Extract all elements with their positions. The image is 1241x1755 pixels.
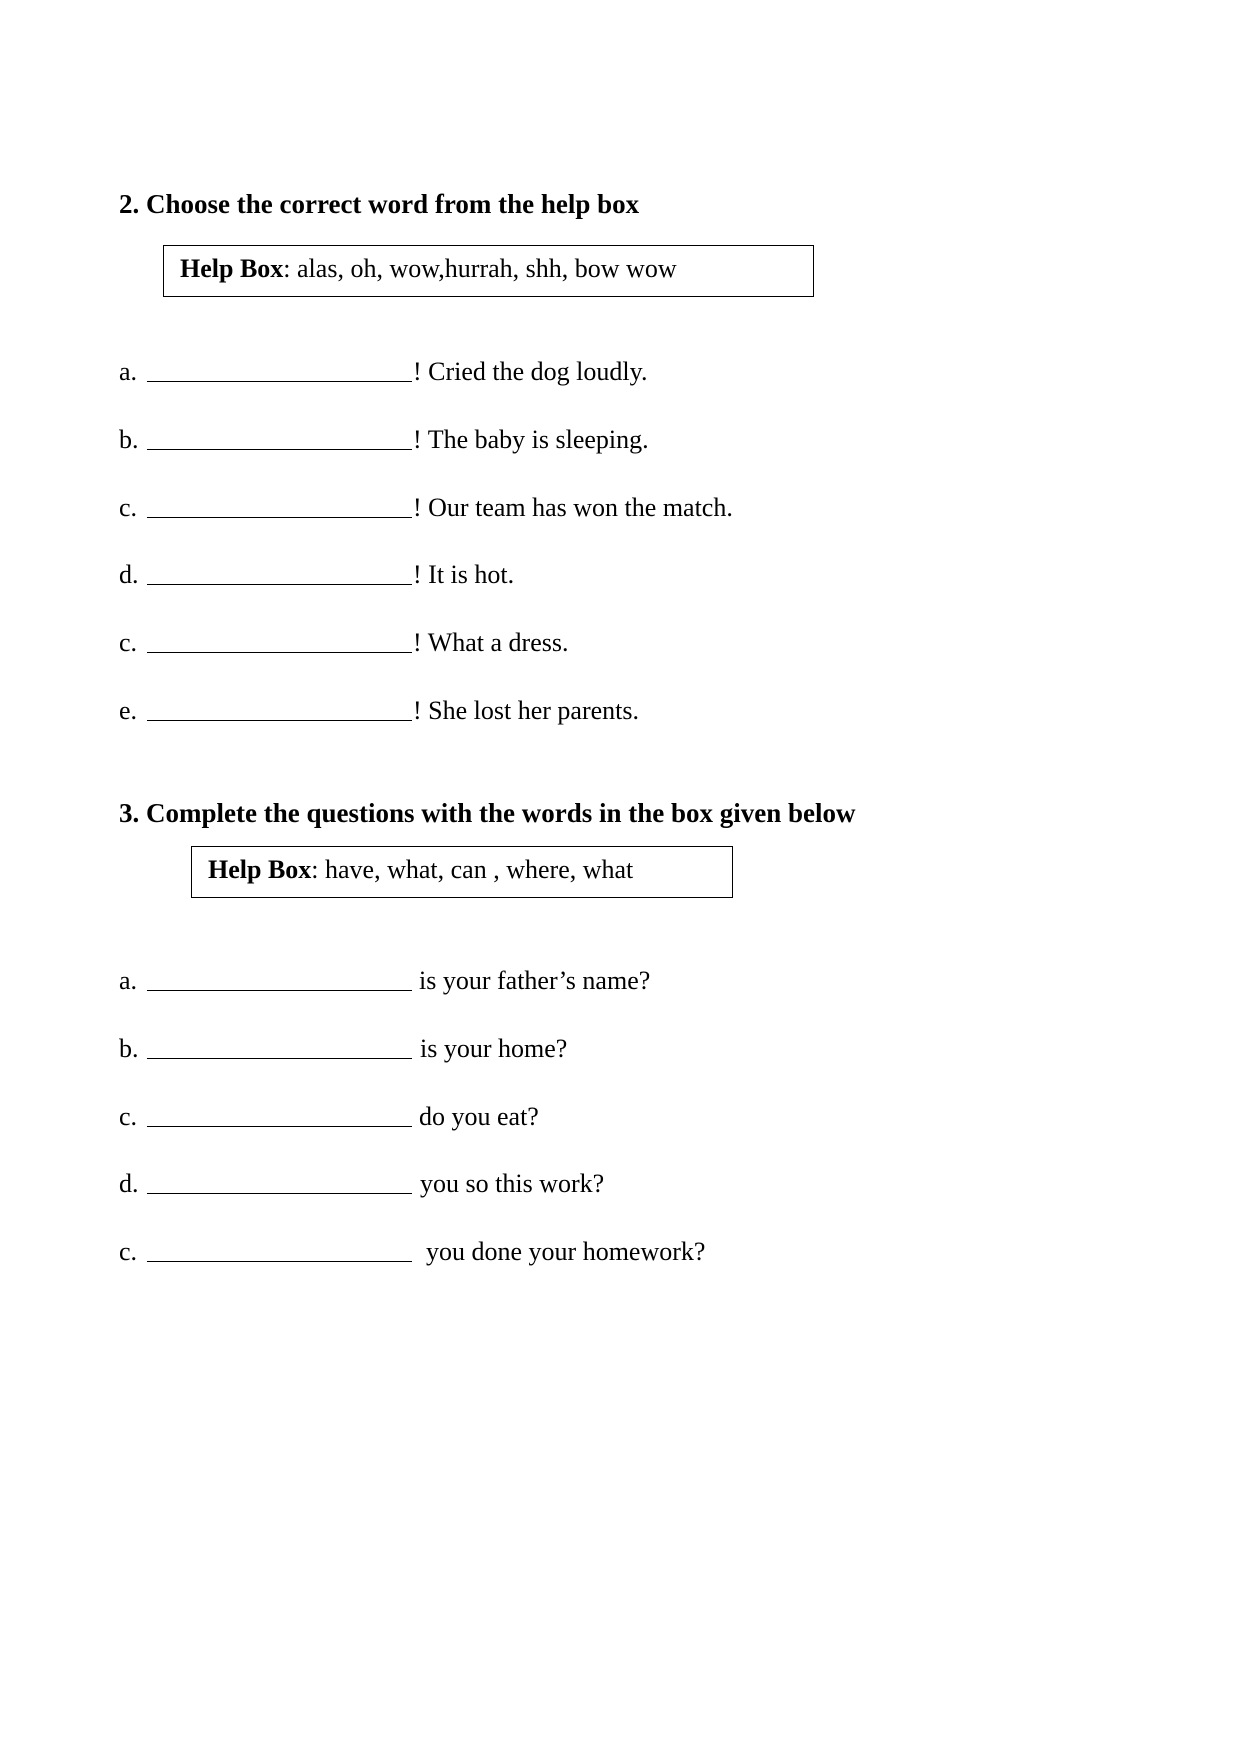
item-text: ! What a dress. xyxy=(413,628,569,657)
item-label: a. xyxy=(119,357,138,386)
exercise-item xyxy=(119,1034,1019,1064)
help-box-3 xyxy=(191,846,733,898)
item-text: is your home? xyxy=(420,1034,568,1063)
exercise-item xyxy=(119,425,1019,455)
section-2-heading: 2. Choose the correct word from the help box xyxy=(119,189,640,219)
answer-blank[interactable] xyxy=(147,990,412,991)
help-box-label: Help Box xyxy=(208,855,312,884)
answer-blank[interactable] xyxy=(147,1058,412,1059)
item-text: you done your homework? xyxy=(426,1237,706,1266)
help-box-label: Help Box xyxy=(180,254,284,283)
item-text: ! Our team has won the match. xyxy=(413,493,733,522)
answer-blank[interactable] xyxy=(147,517,412,518)
exercise-item xyxy=(119,1102,1019,1132)
item-text: do you eat? xyxy=(419,1102,539,1131)
answer-blank[interactable] xyxy=(147,1126,412,1127)
answer-blank[interactable] xyxy=(147,584,412,585)
item-label: c. xyxy=(119,493,138,522)
help-box-words: : have, what, can , where, what xyxy=(311,855,634,884)
answer-blank[interactable] xyxy=(147,1261,412,1262)
answer-blank[interactable] xyxy=(147,1193,412,1194)
help-box-words: : alas, oh, wow,hurrah, shh, bow wow xyxy=(283,254,677,283)
answer-blank[interactable] xyxy=(147,381,412,382)
item-label: a. xyxy=(119,966,138,995)
exercise-item xyxy=(119,966,1019,996)
item-label: d. xyxy=(119,1169,139,1198)
item-label: c. xyxy=(119,1102,138,1131)
item-text: ! She lost her parents. xyxy=(413,696,640,725)
item-text: is your father’s name? xyxy=(419,966,651,995)
answer-blank[interactable] xyxy=(147,652,412,653)
help-box-2 xyxy=(163,245,814,297)
exercise-item xyxy=(119,560,1019,590)
item-label: c. xyxy=(119,628,138,657)
item-label: b. xyxy=(119,1034,139,1063)
exercise-item xyxy=(119,1237,1019,1267)
item-text: ! Cried the dog loudly. xyxy=(413,357,648,386)
item-text: ! The baby is sleeping. xyxy=(413,425,649,454)
exercise-item xyxy=(119,1169,1019,1199)
exercise-item xyxy=(119,493,1019,523)
exercise-item xyxy=(119,696,1019,726)
section-3-heading: 3. Complete the questions with the words in the box given below xyxy=(119,798,856,828)
item-label: c. xyxy=(119,1237,138,1266)
exercise-item xyxy=(119,628,1019,658)
answer-blank[interactable] xyxy=(147,720,412,721)
answer-blank[interactable] xyxy=(147,449,412,450)
exercise-item xyxy=(119,357,1019,387)
item-text: you so this work? xyxy=(420,1169,605,1198)
item-label: e. xyxy=(119,696,138,725)
item-label: d. xyxy=(119,560,139,589)
item-label: b. xyxy=(119,425,139,454)
item-text: ! It is hot. xyxy=(413,560,515,589)
